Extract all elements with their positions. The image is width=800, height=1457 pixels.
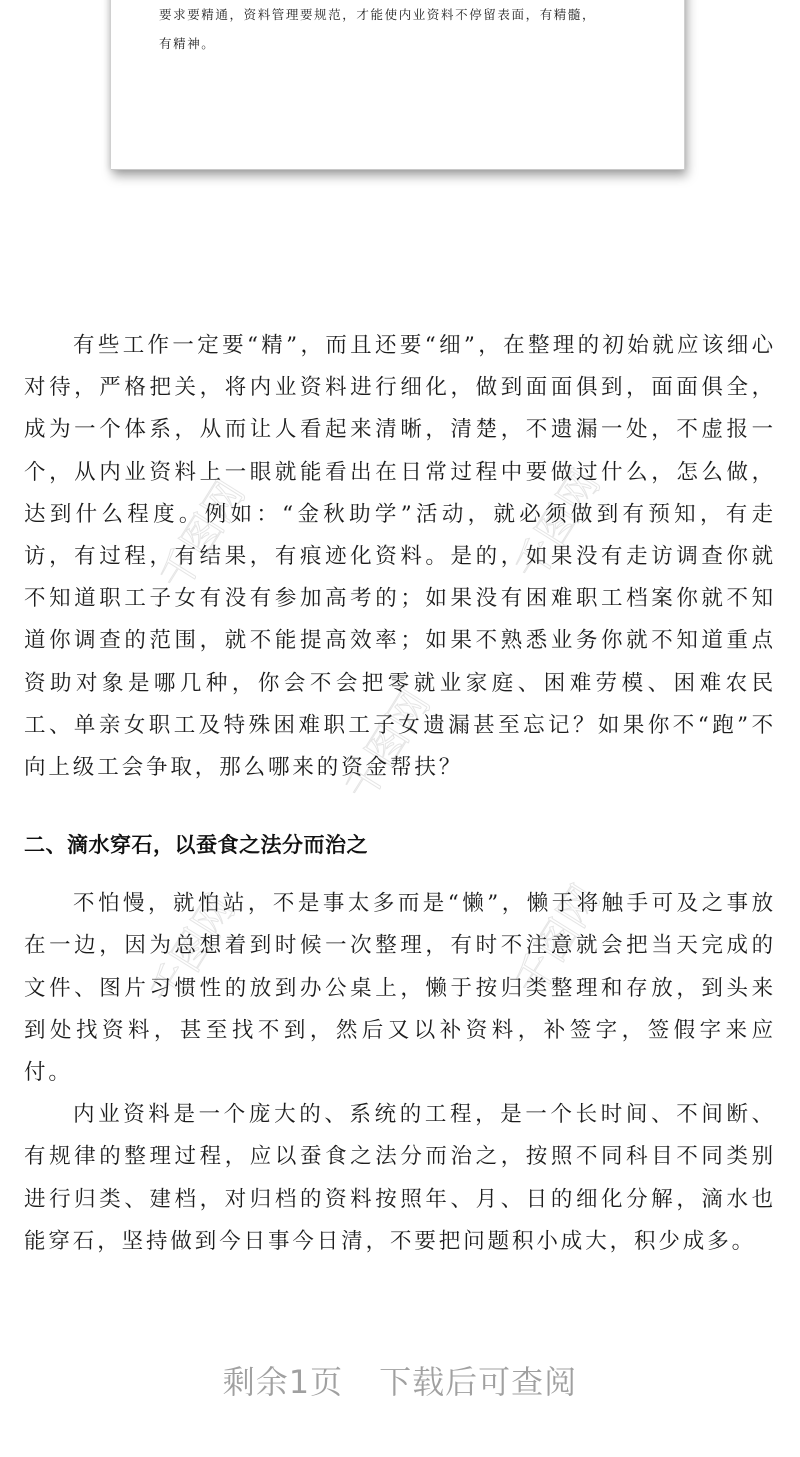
remaining-pages-prompt[interactable]: [0, 1357, 800, 1403]
previous-page-card: [111, 0, 685, 170]
section1-paragraph: 有些工作一定要“精”，而且还要“细”，在整理的初始就应该细心对待，严格把关，将内业资料进行细化，做到面面俱到，面面俱全，成为一个体系，从而让人看起来清晰，清楚，不遗漏一处，不虚报一个，从内业资料上一眼就能看出在日常过程中要做过什么，怎么做，达到什么程度。例如：“金秋助学”活动，就必须做到有预知，有走访，有过程，有结果，有痕迹化资料。是的，如果没有走访调查你就不知道职工子女有没有参加高考的；如果没有困难职工档案你就不知道你调查的范围，就不能提高效率；如果不熟悉业务你就不知道重点资助对象是哪几种，你会不会把零就业家庭、困难劳模、困难农民工、单亲女职工及特殊困难职工子女遗漏甚至忘记？如果你不“跑”不向上级工会争取，那么哪来的资金帮扶？: [24, 333, 776, 781]
remaining-pages-count: 剩余1页: [222, 1363, 344, 1401]
watermark: 千图网: [141, 887, 245, 1014]
watermark: 千图网: [506, 462, 610, 589]
previous-page-text: [159, 0, 659, 58]
document-body: [24, 325, 776, 1263]
watermark: 千图网: [151, 472, 255, 599]
watermark: 千图网: [506, 877, 610, 1004]
section2-paragraph-1: 不怕慢，就怕站，不是事太多而是“懒”，懒于将触手可及之事放在一边，因为总想着到时候一次整理，有时不注意就会把当天完成的文件、图片习惯性的放到办公桌上，懒于按归类整理和存放，到头来到处找资料，甚至找不到，然后又以补资料，补签字，签假字来应付。: [24, 891, 776, 1086]
section2-heading: 二、滴水穿石，以蚕食之法分而治之: [24, 833, 368, 858]
section2-paragraph-2: 内业资料是一个庞大的、系统的工程，是一个长时间、不间断、有规律的整理过程，应以蚕食之法分而治之，按照不同科目不同类别进行归类、建档，对归档的资料按照年、月、日的细化分解，滴水也能穿石，坚持做到今日事今日清，不要把问题积小成大，积少成多。: [24, 1102, 776, 1254]
download-hint: 下载后可查阅: [379, 1363, 578, 1401]
previous-page-line: 要求要精通，资料管理要规范，才能使内业资料不停留表面，有精髓，: [159, 7, 597, 22]
watermark: 千图网: [336, 682, 440, 809]
previous-page-line: 有精神。: [159, 36, 216, 51]
